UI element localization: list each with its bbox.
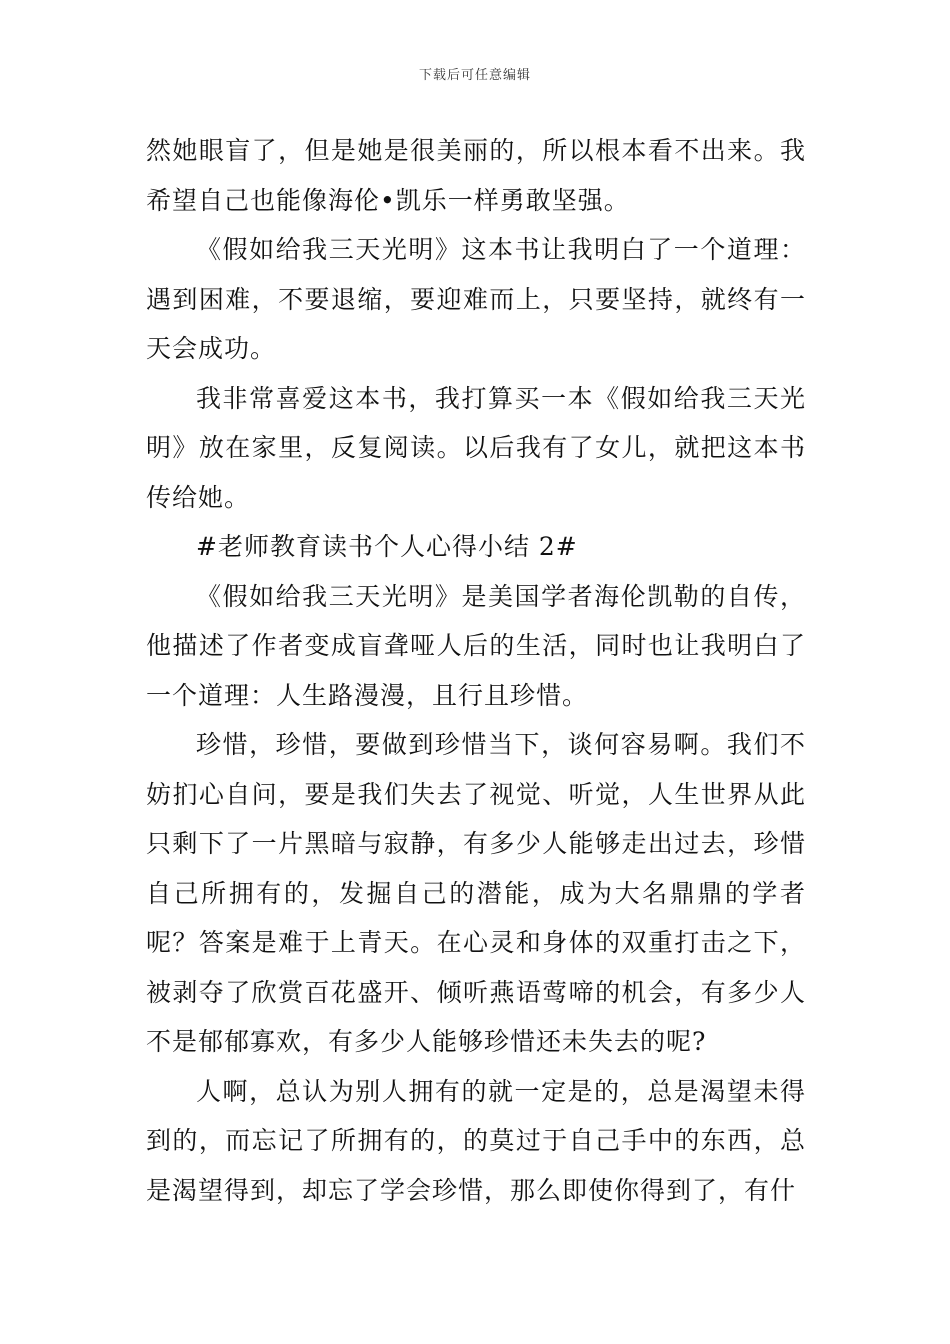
paragraph-5: 珍惜，珍惜，要做到珍惜当下，谈何容易啊。我们不妨扪心自问，要是我们失去了视觉、听觉，人生世界从此只剩下了一片黑暗与寂静，有多少人能够走出过去，珍惜自己所拥有的，发掘自己的潜能，成为大名鼎鼎的学者呢？答案是难于上青天。在心灵和身体的双重打击之下，被剥夺了欣赏百花盛开、倾听燕语莺啼的机会，有多少人不是郁郁寡欢，有多少人能够珍惜还未失去的呢? (146, 730, 806, 1056)
paragraph-1: 然她眼盲了，但是她是很美丽的，所以根本看不出来。我希望自己也能像海伦•凯乐一样勇敢坚强。 (146, 136, 806, 215)
page-header: 下载后可任意编辑 (418, 68, 531, 83)
paragraph-3: 我非常喜爱这本书，我打算买一本《假如给我三天光明》放在家里，反复阅读。以后我有了女儿，就把这本书传给她。 (146, 383, 806, 512)
paragraph-6: 人啊，总认为别人拥有的就一定是的，总是渴望未得到的，而忘记了所拥有的，的莫过于自己手中的东西，总是渴望得到，却忘了学会珍惜，那么即使你得到了，有什 (146, 1076, 806, 1205)
section-heading: #老师教育读书个人心得小结 2# (196, 532, 578, 561)
document-body (146, 126, 806, 1215)
paragraph-4: 《假如给我三天光明》是美国学者海伦凯勒的自传，他描述了作者变成盲聋哑人后的生活，同时也让我明白了一个道理：人生路漫漫，且行且珍惜。 (146, 581, 806, 710)
paragraph-2: 《假如给我三天光明》这本书让我明白了一个道理：遇到困难，不要退缩，要迎难而上，只要坚持，就终有一天会成功。 (146, 235, 806, 363)
